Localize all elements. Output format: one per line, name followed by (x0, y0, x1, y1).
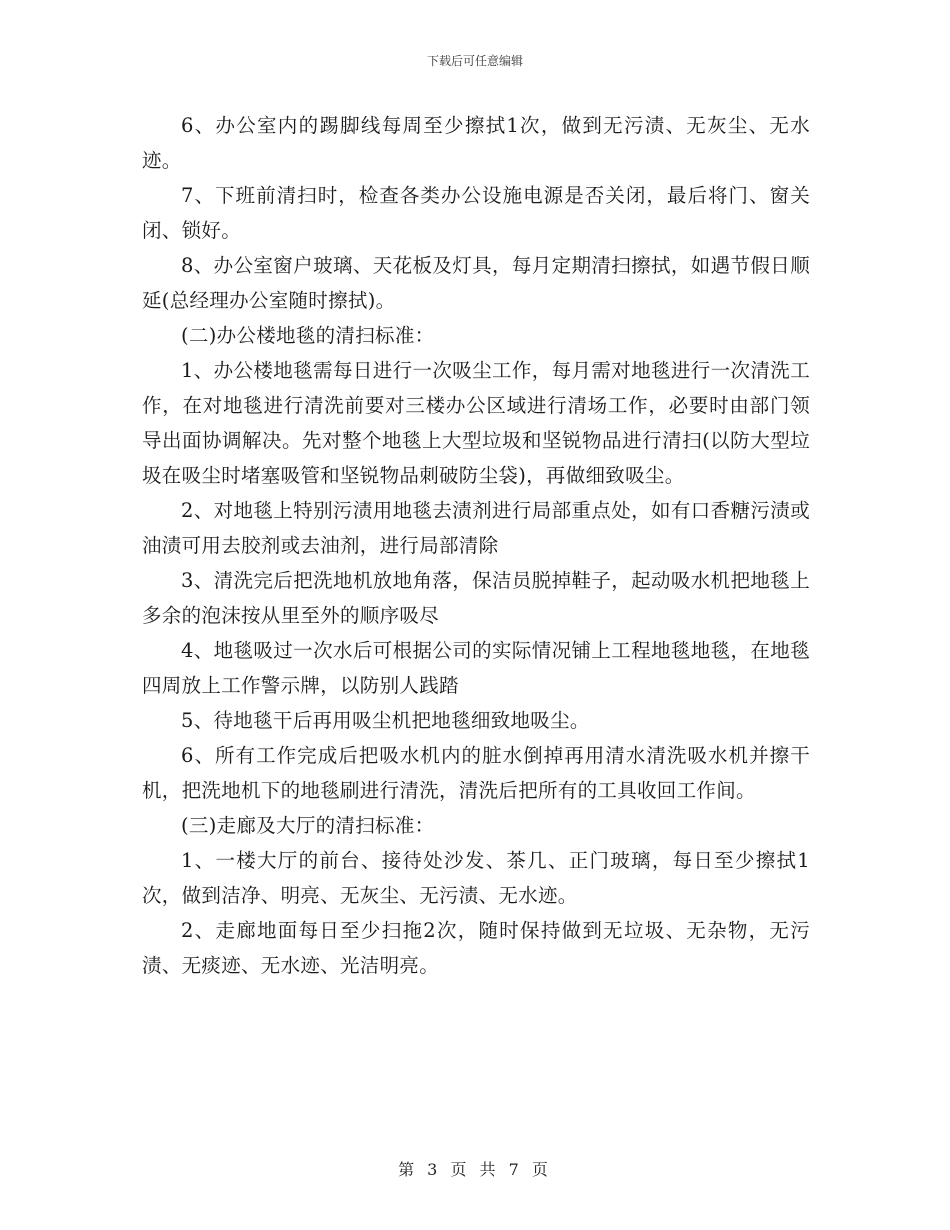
paragraph-carpet-dry: 5、待地毯干后再用吸尘机把地毯细致地吸尘。 (181, 709, 590, 732)
section-heading-carpet: (二)办公楼地毯的清扫标准： (181, 324, 435, 347)
paragraph-carpet-wash: 3、清洗完后把洗地机放地角落，保洁员脱掉鞋子，起动吸水机把地毯上多余的泡沫按从里至外的顺序吸尽 (142, 569, 810, 627)
page-number: 第 3 页 共 7 页 (398, 1160, 552, 1179)
paragraph-office-baseboard: 6、办公室内的踢脚线每周至少擦拭1次，做到无污渍、无灰尘、无水迹。 (142, 114, 810, 172)
paragraph-carpet-stains: 2、对地毯上特别污渍用地毯去渍剂进行局部重点处，如有口香糖污渍或油渍可用去胶剂或去油剂，进行局部清除 (142, 499, 810, 557)
paragraph-office-power-check: 7、下班前清扫时，检查各类办公设施电源是否关闭，最后将门、窗关闭、锁好。 (142, 184, 810, 242)
paragraph-hall-lobby: 1、一楼大厅的前台、接待处沙发、茶几、正门玻璃，每日至少擦拭1次，做到洁净、明亮、无灰尘、无污渍、无水迹。 (142, 849, 810, 907)
paragraph-carpet-vacuum: 1、办公楼地毯需每日进行一次吸尘工作，每月需对地毯进行一次清洗工作，在对地毯进行清洗前要对三楼办公区域进行清场工作，必要时由部门领导出面协调解决。先对整个地毯上大型垃圾和坚锐物品进行清扫(以防大型垃圾在吸尘时堵塞吸管和坚锐物品刺破防尘袋)，再做细致吸尘。 (142, 359, 810, 487)
section-heading-hall: (三)走廊及大厅的清扫标准： (181, 814, 435, 837)
paragraph-office-windows: 8、办公室窗户玻璃、天花板及灯具，每月定期清扫擦拭，如遇节假日顺延(总经理办公室随时擦拭)。 (142, 254, 810, 312)
paragraph-hall-corridor: 2、走廊地面每日至少扫拖2次，随时保持做到无垃圾、无杂物，无污渍、无痰迹、无水迹、光洁明亮。 (142, 919, 810, 977)
paragraph-carpet-warning: 4、地毯吸过一次水后可根据公司的实际情况铺上工程地毯地毯，在地毯四周放上工作警示牌，以防别人践踏 (142, 639, 810, 697)
paragraph-carpet-cleanup: 6、所有工作完成后把吸水机内的脏水倒掉再用清水清洗吸水机并擦干机，把洗地机下的地毯刷进行清洗，清洗后把所有的工具收回工作间。 (142, 744, 810, 802)
document-body (142, 108, 810, 983)
page-header-note: 下载后可任意编辑 (426, 54, 523, 68)
